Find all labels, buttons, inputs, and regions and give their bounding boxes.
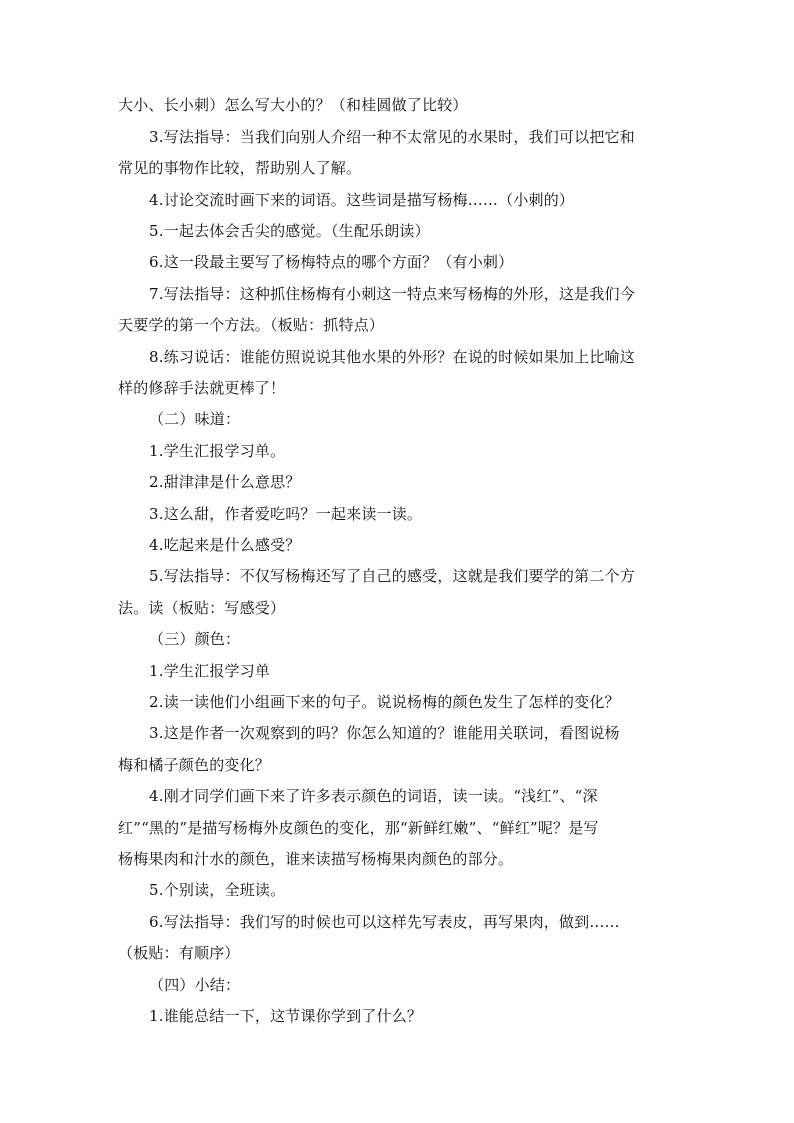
text-line: 6.写法指导：我们写的时候也可以这样先写表皮，再写果肉，做到…… xyxy=(149,913,620,931)
text-line: 1.学生汇报学习单 xyxy=(149,662,271,680)
text-line: 大小、长小刺）怎么写大小的？（和桂圆做了比较） xyxy=(118,96,468,114)
text-line: 天要学的第一个方法。（板贴：抓特点） xyxy=(118,316,385,334)
text-line: 常见的事物作比较，帮助别人了解。 xyxy=(118,159,362,177)
text-line: 4.吃起来是什么感受？ xyxy=(149,536,301,554)
text-line: 样的修辞手法就更棒了！ xyxy=(118,379,286,397)
text-line: 3.这么甜，作者爱吃吗？一起来读一读。 xyxy=(149,505,423,523)
section-heading: （四）小结： xyxy=(149,976,241,994)
text-line: 1.学生汇报学习单。 xyxy=(149,442,286,460)
text-line: 法。读（板贴：写感受） xyxy=(118,599,286,617)
text-line: 1.谁能总结一下，这节课你学到了什么？ xyxy=(149,1007,423,1025)
text-line: （板贴：有顺序） xyxy=(118,944,240,962)
text-line: 8.练习说话：谁能仿照说说其他水果的外形？在说的时候如果加上比喻这 xyxy=(149,348,635,366)
text-line: 4.讨论交流时画下来的词语。这些词是描写杨梅……（小刺的） xyxy=(149,191,575,209)
text-line: 5.一起去体会舌尖的感觉。（生配乐朗读） xyxy=(149,222,430,240)
text-line: 6.这一段最主要写了杨梅特点的哪个方面？（有小刺） xyxy=(149,253,514,271)
section-heading: （二）味道： xyxy=(149,410,241,428)
text-line: 梅和橘子颜色的变化？ xyxy=(118,756,271,774)
text-line: 5.个别读，全班读。 xyxy=(149,881,286,899)
section-heading: （三）颜色： xyxy=(149,630,241,648)
text-line: 4.刚才同学们画下来了许多表示颜色的词语，读一读。“浅红”、“深 xyxy=(149,787,598,805)
text-line: 3.这是作者一次观察到的吗？你怎么知道的？谁能用关联词，看图说杨 xyxy=(149,724,620,742)
text-line: 2.读一读他们小组画下来的句子。说说杨梅的颜色发生了怎样的变化？ xyxy=(149,693,620,711)
text-line: 3.写法指导：当我们向别人介绍一种不太常见的水果时，我们可以把它和 xyxy=(149,128,635,146)
text-line: 红”“黑的”是描写杨梅外皮颜色的变化，那“新鲜红嫩”、“鲜红”呢？是写 xyxy=(118,819,599,837)
text-line: 杨梅果肉和汁水的颜色，谁来读描写杨梅果肉颜色的部分。 xyxy=(118,850,514,868)
text-line: 2.甜津津是什么意思？ xyxy=(149,473,301,491)
text-line: 5.写法指导：不仅写杨梅还写了自己的感受，这就是我们要学的第二个方 xyxy=(149,567,635,585)
text-line: 7.写法指导：这种抓住杨梅有小刺这一特点来写杨梅的外形，这是我们今 xyxy=(149,285,635,303)
